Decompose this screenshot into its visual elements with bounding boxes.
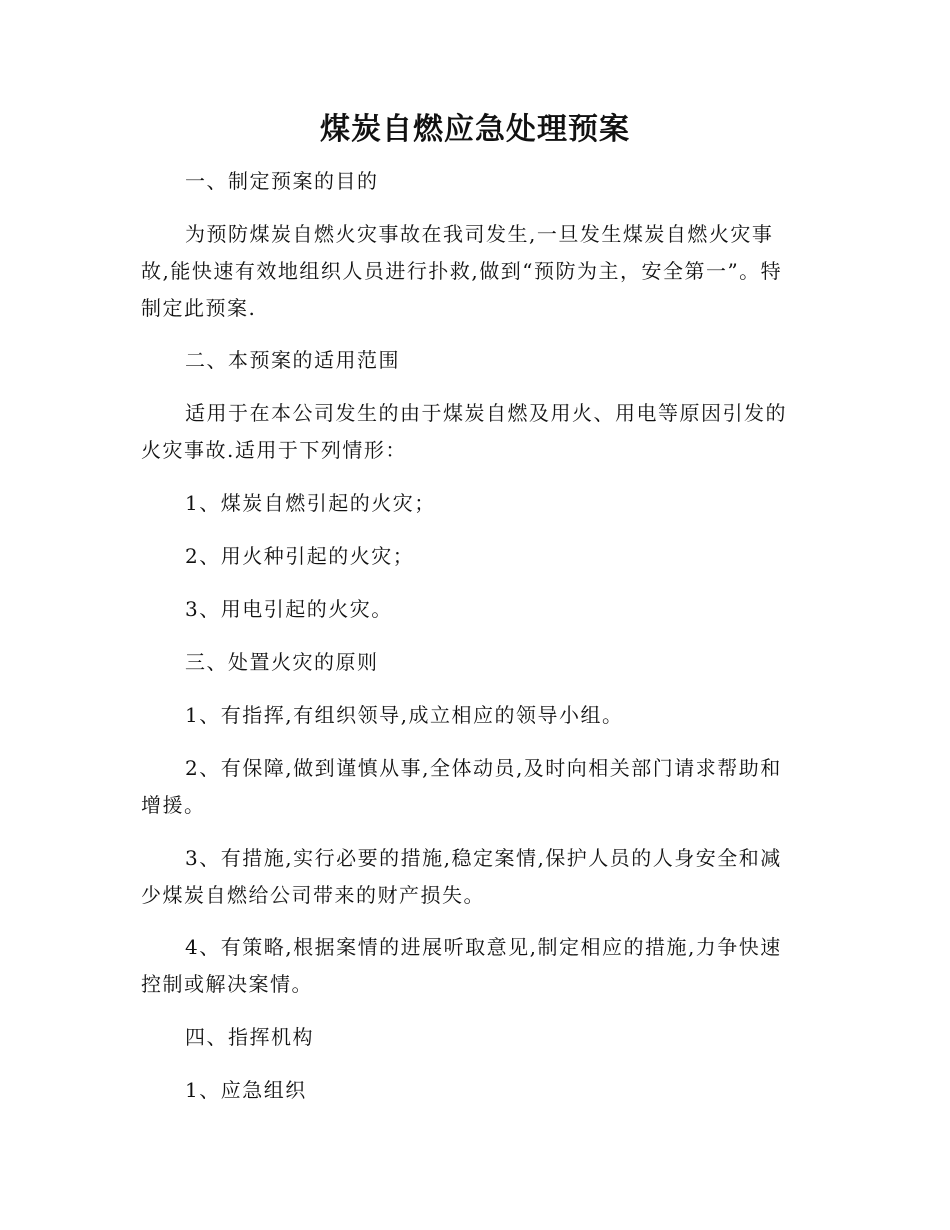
- section-heading-command: 四、指挥机构: [185, 1025, 314, 1049]
- subsection-heading-emergency-org: 1、应急组织: [185, 1078, 307, 1102]
- list-item-principle-4: 4、有策略,根据案情的进展听取意见,制定相应的措施,力争快速控制或解决案情。: [141, 935, 782, 996]
- paragraph-purpose: 为预防煤炭自燃火灾事故在我司发生,一旦发生煤炭自燃火灾事故,能快速有效地组织人员进行扑救,做到“预防为主，安全第一”。特制定此预案.: [141, 222, 783, 320]
- section-heading-principles: 三、处置火灾的原则: [185, 650, 379, 674]
- paragraph-scope: 适用于在本公司发生的由于煤炭自燃及用火、用电等原因引发的火灾事故.适用于下列情形：: [141, 401, 787, 462]
- section-heading-scope: 二、本预案的适用范围: [185, 348, 400, 372]
- list-item-principle-1: 1、有指挥,有组织领导,成立相应的领导小组。: [185, 703, 624, 727]
- list-item-scope-1: 1、煤炭自燃引起的火灾；: [185, 491, 436, 515]
- list-item-scope-2: 2、用火种引起的火灾；: [185, 544, 415, 568]
- document-title: 煤炭自燃应急处理预案: [320, 112, 630, 147]
- section-heading-purpose: 一、制定预案的目的: [185, 169, 379, 193]
- list-item-principle-2: 2、有保障,做到谨慎从事,全体动员,及时向相关部门请求帮助和增援。: [141, 756, 782, 817]
- list-item-principle-3: 3、有措施,实行必要的措施,稳定案情,保护人员的人身安全和减少煤炭自燃给公司带来的财产损失。: [141, 846, 782, 907]
- list-item-scope-3: 3、用电引起的火灾。: [185, 597, 393, 621]
